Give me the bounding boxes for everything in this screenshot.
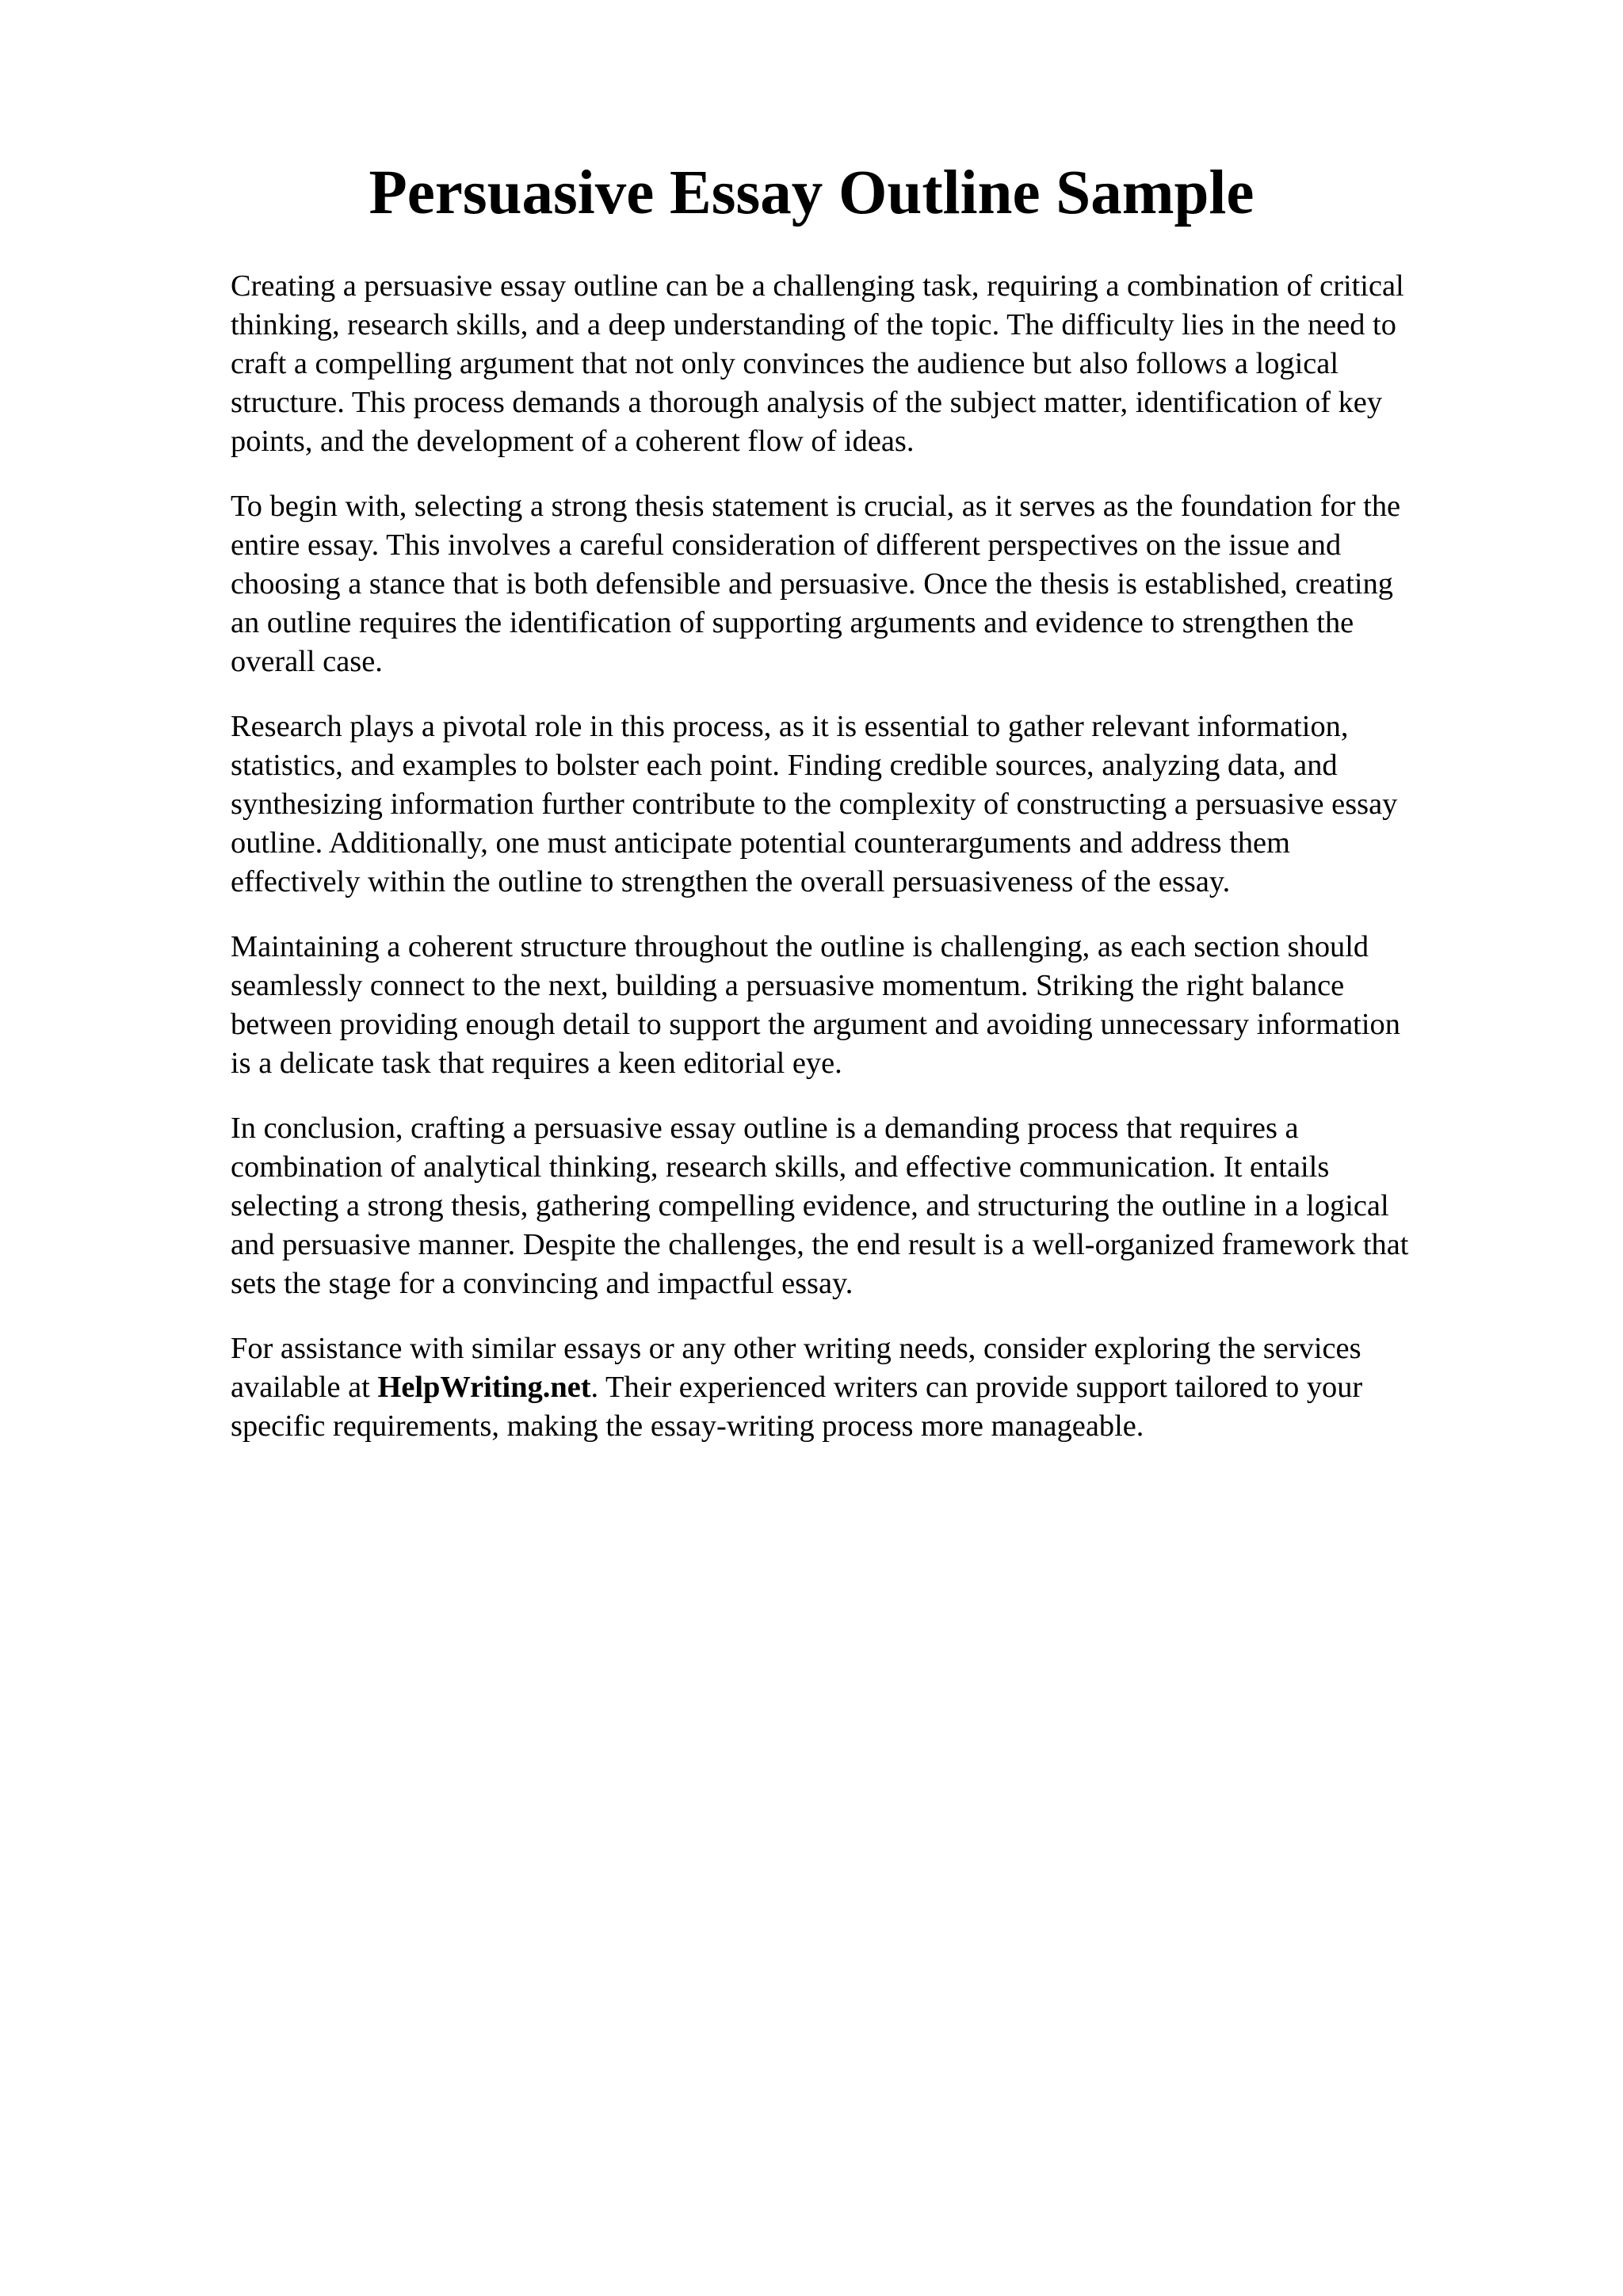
text-line: outline. Additionally, one must anticipate potential counterarguments and address them xyxy=(231,826,1290,860)
text-line: In conclusion, crafting a persuasive essay outline is a demanding process that requires a xyxy=(231,1112,1299,1145)
text-line: an outline requires the identification of supporting arguments and evidence to strengthen the xyxy=(231,606,1354,639)
text-line-with-link xyxy=(231,1368,1514,1407)
text-line: points, and the development of a coherent flow of ideas. xyxy=(231,425,915,458)
text-line: is a delicate task that requires a keen editorial eye. xyxy=(231,1047,842,1080)
page-title: Persuasive Essay Outline Sample xyxy=(369,158,1254,227)
text-line: combination of analytical thinking, research skills, and effective communication. It entails xyxy=(231,1150,1330,1184)
essay-body xyxy=(231,267,1514,1472)
helpwriting-link[interactable]: HelpWriting.net xyxy=(377,1371,591,1404)
paragraph-research xyxy=(231,707,1514,902)
text-line: thinking, research skills, and a deep understanding of the topic. The difficulty lies in the need to xyxy=(231,308,1396,341)
text-line: craft a compelling argument that not only convinces the audience but also follows a logical xyxy=(231,347,1338,380)
text-line: synthesizing information further contribute to the complexity of constructing a persuasive essay xyxy=(231,788,1398,821)
paragraph-conclusion xyxy=(231,1109,1514,1303)
text-line: choosing a stance that is both defensible and persuasive. Once the thesis is established, creating xyxy=(231,567,1393,601)
paragraph-structure xyxy=(231,928,1514,1083)
text-line: selecting a strong thesis, gathering compelling evidence, and structuring the outline in a logical xyxy=(231,1189,1389,1222)
paragraph-closing xyxy=(231,1329,1514,1446)
text-line: between providing enough detail to support the argument and avoiding unnecessary information xyxy=(231,1008,1400,1041)
text-line: overall case. xyxy=(231,645,383,678)
text-line: For assistance with similar essays or any other writing needs, consider exploring the services xyxy=(231,1332,1361,1365)
text-segment: available at xyxy=(231,1371,378,1404)
text-line: Creating a persuasive essay outline can be a challenging task, requiring a combination of critical xyxy=(231,269,1404,303)
text-line: entire essay. This involves a careful consideration of different perspectives on the issue and xyxy=(231,528,1342,562)
text-line: sets the stage for a convincing and impactful essay. xyxy=(231,1267,854,1300)
text-line: structure. This process demands a thorough analysis of the subject matter, identification of key xyxy=(231,386,1383,419)
text-segment: . Their experienced writers can provide support tailored to your xyxy=(590,1371,1363,1404)
text-line: Research plays a pivotal role in this process, as it is essential to gather relevant information, xyxy=(231,710,1349,743)
text-line: Maintaining a coherent structure throughout the outline is challenging, as each section should xyxy=(231,930,1369,963)
text-line: effectively within the outline to strengthen the overall persuasiveness of the essay. xyxy=(231,865,1231,898)
paragraph-intro xyxy=(231,267,1514,461)
text-line: and persuasive manner. Despite the challenges, the end result is a well-organized framework that xyxy=(231,1228,1409,1261)
paragraph-thesis xyxy=(231,487,1514,681)
text-line: seamlessly connect to the next, building a persuasive momentum. Striking the right balance xyxy=(231,969,1345,1002)
text-line: To begin with, selecting a strong thesis statement is crucial, as it serves as the foundation for the xyxy=(231,490,1401,523)
text-line: specific requirements, making the essay-writing process more manageable. xyxy=(231,1409,1144,1443)
text-line: statistics, and examples to bolster each point. Finding credible sources, analyzing data, and xyxy=(231,749,1338,782)
